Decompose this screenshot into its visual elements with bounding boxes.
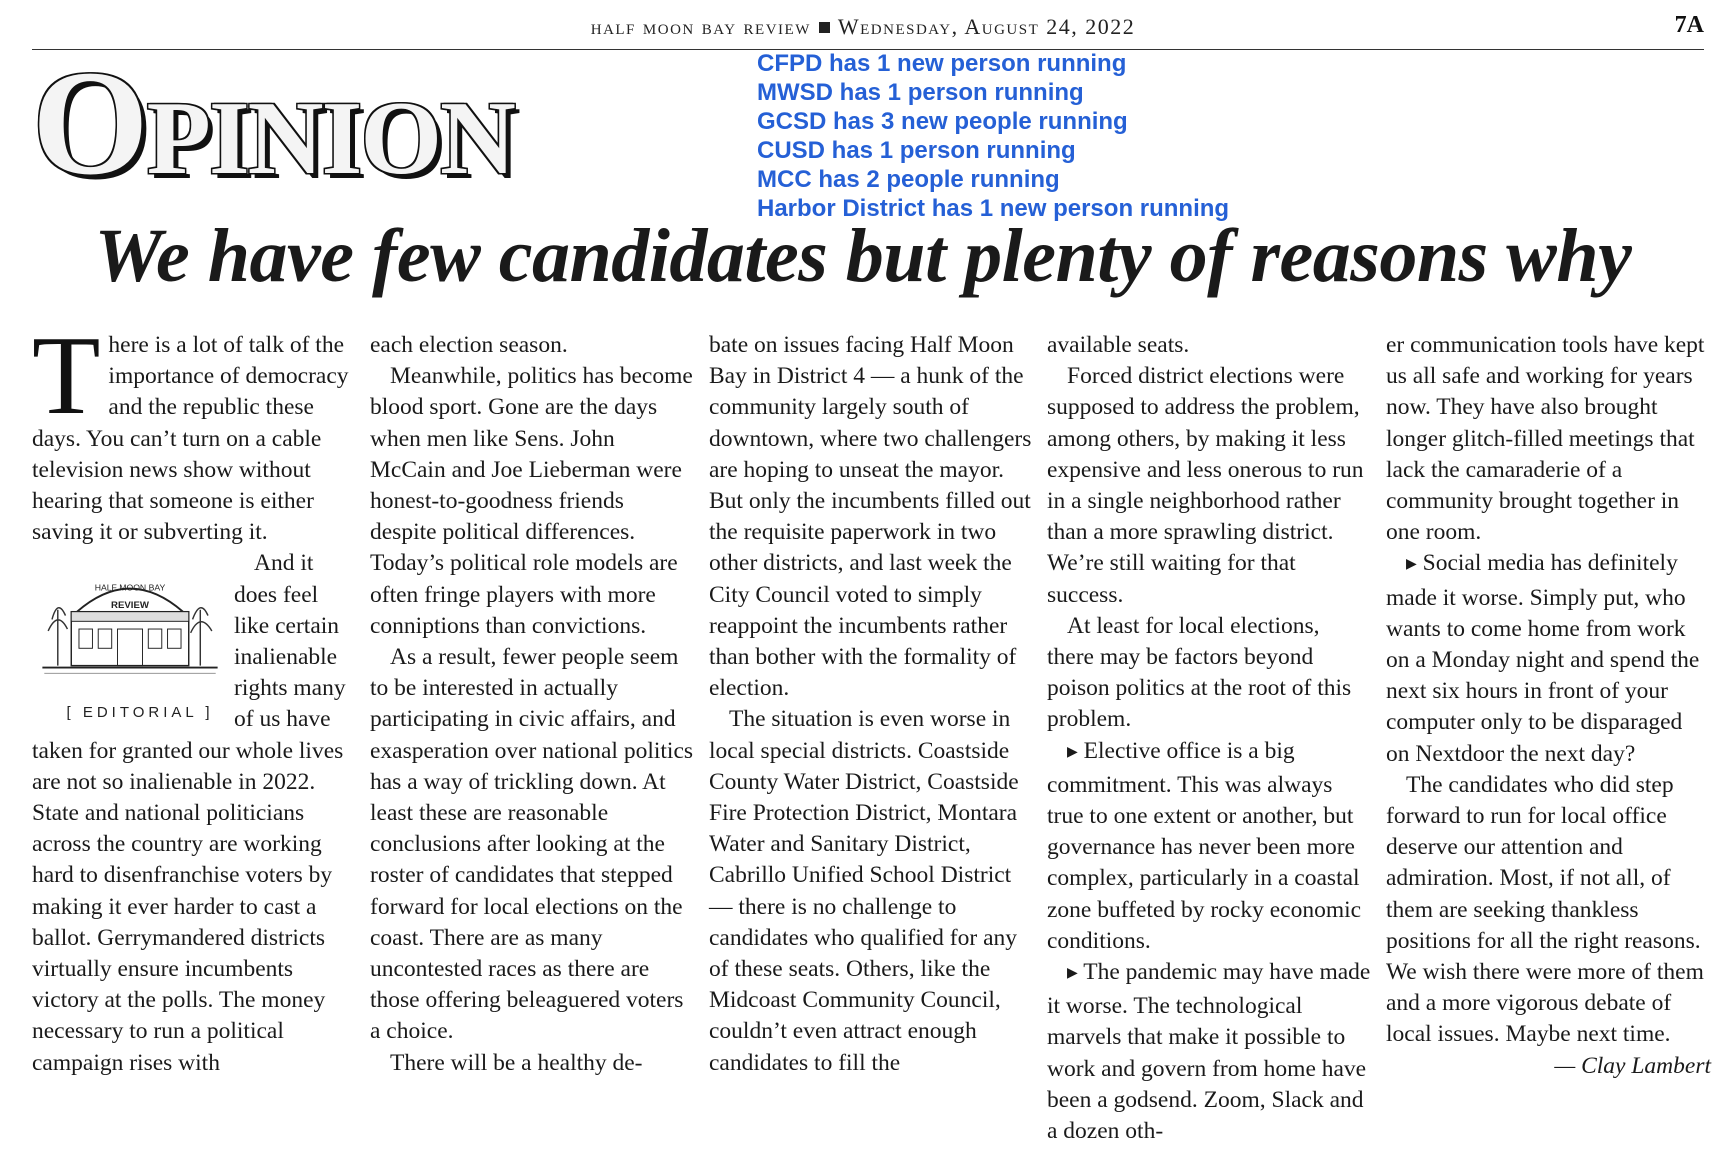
logo-bottom-text: REVIEW xyxy=(111,600,149,612)
paragraph: The situation is even worse in local special districts. Coastside County Water District, Coastside Fire Protection District, Montara Water and Sanitary District, Cabrillo Unified School District — there is no challenge to candidates who qualified for any of these seats. Others, like the Midcoast Community Council, couldn’t even attract enough candidates to fill the xyxy=(709,706,1019,1076)
article-column-1 xyxy=(32,314,357,1079)
paragraph: At least for local elections, there may be factors beyond poison politics at the root of this problem. xyxy=(1047,612,1352,733)
article-column-3 xyxy=(709,330,1034,1079)
paragraph: bate on issues facing Half Moon Bay in District 4 — a hunk of the community largely south of downtown, where two challengers are hoping to unseat the mayor. But only the incumbents filled out the requisite paperwork in two other districts, and last week the City Council voted to simply reappoint the incumbents rather than bother with the formality of election. xyxy=(709,332,1032,702)
article-column-5 xyxy=(1386,330,1711,1082)
masthead xyxy=(0,14,1726,38)
masthead-paper: half moon bay review xyxy=(590,14,811,39)
annotation-line: MWSD has 1 person running xyxy=(757,79,1084,106)
article-column-2 xyxy=(370,330,695,1079)
bullet-arrow-icon: ▶ xyxy=(1067,744,1078,760)
paragraph xyxy=(1386,548,1711,769)
article-column-4 xyxy=(1047,330,1372,1147)
logo-top-text: HALF MOON BAY xyxy=(94,582,166,593)
paragraph xyxy=(1047,736,1372,957)
author-signature: — Clay Lambert xyxy=(1554,1052,1711,1079)
annotation-list xyxy=(757,49,1229,223)
annotation-line: GCSD has 3 new people running xyxy=(757,108,1128,135)
page-number: 7A xyxy=(1674,12,1704,38)
drop-cap: T xyxy=(32,314,101,438)
paragraph: er communication tools have kept us all safe and working for years now. They have also brought longer glitch-filled meetings that lack the camaraderie of a community brought together in one room. xyxy=(1386,332,1705,546)
paragraph xyxy=(32,548,357,1078)
bullet-arrow-icon: ▶ xyxy=(1406,557,1417,573)
paragraph-text: And it does feel like certain inalienable rights many of us have taken for granted our whole lives are not so inalienable in 2022. State and national politicians across the country are working hard to disenfranchise voters by making it ever harder to cast a ballot. Gerrymandered districts virtually ensure incumbents victory at the polls. The money necessary to run a political campaign rises with xyxy=(32,550,346,1076)
paragraph: each election season. xyxy=(370,332,568,358)
paragraph xyxy=(32,314,357,548)
paragraph: Meanwhile, politics has become blood sport. Gone are the days when men like Sens. John McCain and Joe Lieberman were honest-to-goodness friends despite political differences. Today’s political role models are often fringe players with more conniptions than convictions. xyxy=(370,363,693,639)
paragraph-text: Elective office is a big commitment. This was always true to one extent or another, but governance has never been more complex, particularly in a coastal zone buffeted by rocky economic conditions. xyxy=(1047,737,1362,954)
paragraph-text: The pandemic may have made it worse. The technological marvels that make it possible to work and govern from home have been a godsend. Zoom, Slack and a dozen oth- xyxy=(1047,959,1371,1145)
masthead-date: Wednesday, August 24, 2022 xyxy=(837,14,1136,39)
paragraph: available seats. xyxy=(1047,332,1190,358)
paragraph: Forced district elections were supposed to address the problem, among others, by making it less expensive and less onerous to run in a single neighborhood rather than a more sprawling district. We’re still waiting for that success. xyxy=(1047,363,1364,608)
newspaper-building-icon xyxy=(35,552,225,687)
annotation-line: CUSD has 1 person running xyxy=(757,137,1076,164)
paragraph-text: here is a lot of talk of the importance of democracy and the republic these days. You can’t turn on a cable television news show without hearing that someone is either saving it or subverting it. xyxy=(32,332,349,546)
paragraph-text: Social media has definitely made it worse. Simply put, who wants to come home from work on a Monday night and spend the next six hours in front of your computer only to be disparaged on Nextdoor the next day? xyxy=(1386,550,1700,767)
section-title: Opinion xyxy=(32,40,514,206)
paragraph: The candidates who did step forward to run for local office deserve our attention and admiration. Most, if not all, of them are seeking thankless positions for all the right reasons. We wish there were more of them and a more vigorous debate of local issues. Maybe next time. xyxy=(1386,771,1704,1048)
editorial-tag: [ EDITORIAL ] xyxy=(66,704,214,722)
paragraph: There will be a healthy de- xyxy=(390,1049,643,1076)
paragraph: As a result, fewer people seem to be interested in actually participating in civic affairs, and exasperation over national politics has a way of trickling down. At least these are reasonable conclusions after looking at the roster of candidates that stepped forward for local elections on the coast. There are as many uncontested races as there are those offering beleaguered voters a choice. xyxy=(370,644,694,1045)
headline: We have few candidates but plenty of reasons why xyxy=(94,214,1632,298)
square-bullet-icon xyxy=(819,22,830,33)
annotation-line: MCC has 2 people running xyxy=(757,166,1060,193)
annotation-line: CFPD has 1 new person running xyxy=(757,50,1127,77)
paragraph xyxy=(1047,957,1372,1147)
annotation-line: Harbor District has 1 new person running xyxy=(757,195,1230,222)
editorial-logo xyxy=(32,552,228,728)
bullet-arrow-icon: ▶ xyxy=(1067,966,1078,982)
